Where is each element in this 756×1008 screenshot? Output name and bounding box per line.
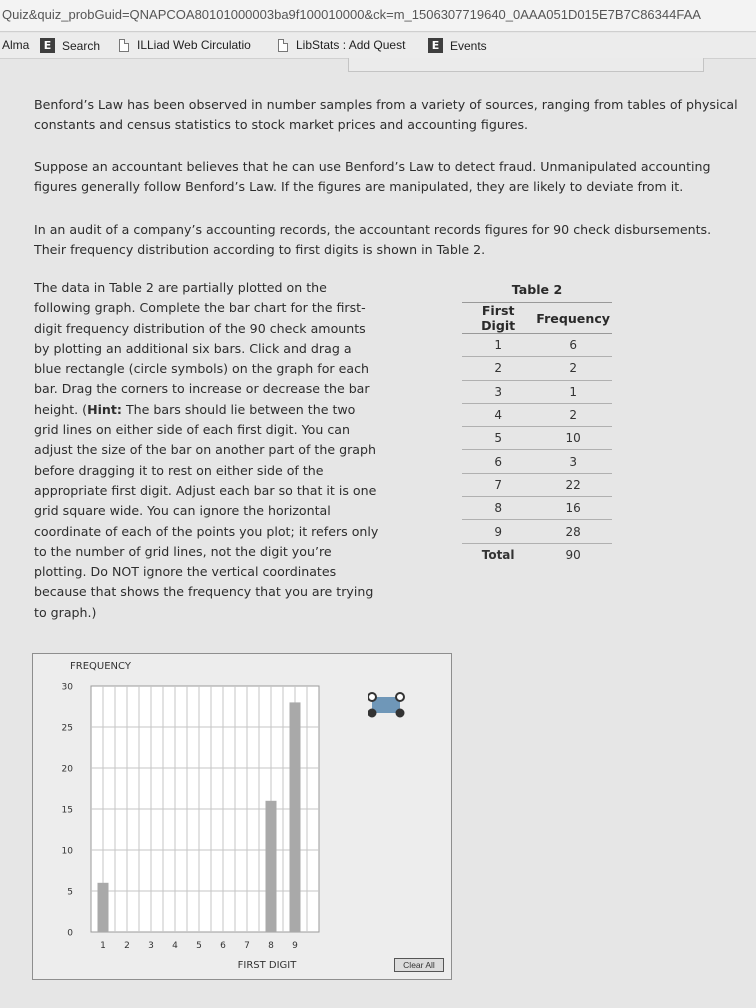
bar-digit-8 (266, 801, 277, 932)
instructions-part-b: The bars should lie between the two grid lines on either side of each first digit. You can adjust the size of the bar on another part of the graph before dragging it to rest on either side of the appropriate first digit. Adjust each bar so that it is one grid square wide. You can ignore the horizontal coordinate of each of the points you plot; it refers only to the number of grid lines, not the digit you’re plotting. Do NOT ignore the vertical coordinates because that shows the frequency that you are trying to graph.) (34, 401, 379, 620)
bar-chart-widget[interactable] (32, 653, 452, 980)
digit-cell: 6 (462, 450, 534, 473)
handle-circle-icon[interactable] (396, 709, 404, 717)
total-row (462, 543, 612, 566)
x-axis-label: FIRST DIGIT (237, 960, 297, 971)
digit-cell: 4 (462, 403, 534, 426)
x-tick-label: 1 (100, 941, 106, 951)
frequency-table (462, 302, 612, 566)
bookmark-label: LibStats : Add Quest (296, 38, 406, 52)
digit-cell: 3 (462, 380, 534, 403)
draggable-bar-tool[interactable] (368, 690, 408, 720)
table-row (462, 427, 612, 450)
y-tick-label: 10 (61, 846, 73, 857)
panel-edge (348, 58, 704, 72)
y-tick-label: 25 (61, 723, 73, 734)
fraud-paragraph: Suppose an accountant believes that he can use Benford’s Law to detect fraud. Unmanipulated accounting figures generally follow Benford’s Law. If the figures are manipulated, they are likely to deviate from it. (34, 159, 711, 194)
digit-cell: 5 (462, 427, 534, 450)
freq-cell: 2 (534, 357, 612, 380)
bookmark-events[interactable] (428, 38, 487, 53)
x-tick-label: 3 (148, 941, 154, 951)
freq-cell: 16 (534, 497, 612, 520)
handle-circle-icon[interactable] (368, 709, 376, 717)
table-row (462, 357, 612, 380)
header-first-digit: First Digit (462, 303, 534, 334)
page-icon (278, 39, 288, 52)
x-tick-label: 8 (268, 941, 274, 951)
instructions-part-a: The data in Table 2 are partially plotted on the following graph. Complete the bar chart for the first-digit frequency distribution of the 90 check amounts by plotting an additional six bars. Click and drag a blue rectangle (circle symbols) on the graph for each bar. Drag the corners to increase or decrease the bar height. ( (34, 280, 370, 417)
bar-digit-1 (98, 883, 109, 932)
clear-all-button[interactable]: Clear All (394, 958, 444, 972)
digit-cell: 7 (462, 473, 534, 496)
bookmark-label: Search (62, 38, 101, 53)
y-axis-label: FREQUENCY (70, 661, 131, 672)
intro-paragraph: Benford’s Law has been observed in number samples from a variety of sources, ranging from tables of physical constants and census statistics to stock market prices and accounting figures. (34, 97, 738, 132)
y-tick-label: 15 (61, 805, 73, 816)
x-tick-label: 4 (172, 941, 178, 951)
handle-circle-icon[interactable] (368, 693, 376, 701)
table-title: Table 2 (511, 282, 563, 297)
freq-cell: 2 (534, 403, 612, 426)
total-value: 90 (565, 548, 581, 563)
x-tick-labels (100, 941, 298, 951)
x-tick-label: 9 (292, 941, 298, 951)
bookmark-search[interactable] (40, 38, 100, 53)
x-tick-label: 2 (124, 941, 130, 951)
bookmark-label: ILLiad Web Circulatio (137, 38, 251, 52)
digit-cell: 8 (462, 497, 534, 520)
table-row (462, 497, 612, 520)
instructions-text (34, 278, 379, 623)
freq-cell: 10 (534, 427, 612, 450)
digit-cell: 9 (462, 520, 534, 543)
audit-paragraph: In an audit of a company’s accounting records, the accountant records figures for 90 check disbursements. Their frequency distribution according to first digits is shown in Table 2. (34, 222, 712, 257)
freq-cell: 6 (534, 334, 612, 357)
x-tick-label: 5 (196, 941, 202, 951)
digit-cell: 1 (462, 334, 534, 357)
bookmark-label: Alma (2, 38, 30, 52)
bookmarks-bar (0, 33, 756, 59)
table-row (462, 473, 612, 496)
total-label: Total (481, 548, 515, 563)
bookmark-libstats[interactable] (278, 38, 405, 52)
bookmark-alma[interactable] (2, 38, 29, 52)
table-row (462, 334, 612, 357)
y-tick-label: 5 (67, 887, 73, 898)
table-row (462, 380, 612, 403)
chart-grid (91, 686, 319, 932)
y-tick-labels (62, 683, 74, 939)
x-tick-label: 6 (220, 941, 226, 951)
digit-cell: 2 (462, 357, 534, 380)
y-tick-label: 0 (67, 928, 73, 939)
address-bar[interactable] (0, 0, 756, 32)
freq-cell: 22 (534, 473, 612, 496)
y-tick-label: 30 (61, 682, 73, 693)
handle-circle-icon[interactable] (396, 693, 404, 701)
freq-cell: 1 (534, 380, 612, 403)
page-icon (119, 39, 129, 52)
bookmark-illiad[interactable] (119, 38, 251, 52)
table-row (462, 520, 612, 543)
e-icon: E (428, 38, 443, 53)
hint-label: Hint: (87, 401, 122, 417)
freq-cell: 3 (534, 450, 612, 473)
x-tick-label: 7 (244, 941, 250, 951)
y-tick-label: 20 (61, 764, 73, 775)
freq-cell: 28 (534, 520, 612, 543)
e-icon: E (40, 38, 55, 53)
table-row (462, 403, 612, 426)
bar-digit-9 (290, 702, 301, 932)
url-text: Quiz&quiz_probGuid=QNAPCOA80101000003ba9f100010000&ck=m_1506307719640_0AAA051D015E7B7C86344FAA (2, 7, 701, 22)
table-row (462, 450, 612, 473)
bookmark-label: Events (450, 38, 487, 53)
header-frequency: Frequency (534, 303, 612, 334)
